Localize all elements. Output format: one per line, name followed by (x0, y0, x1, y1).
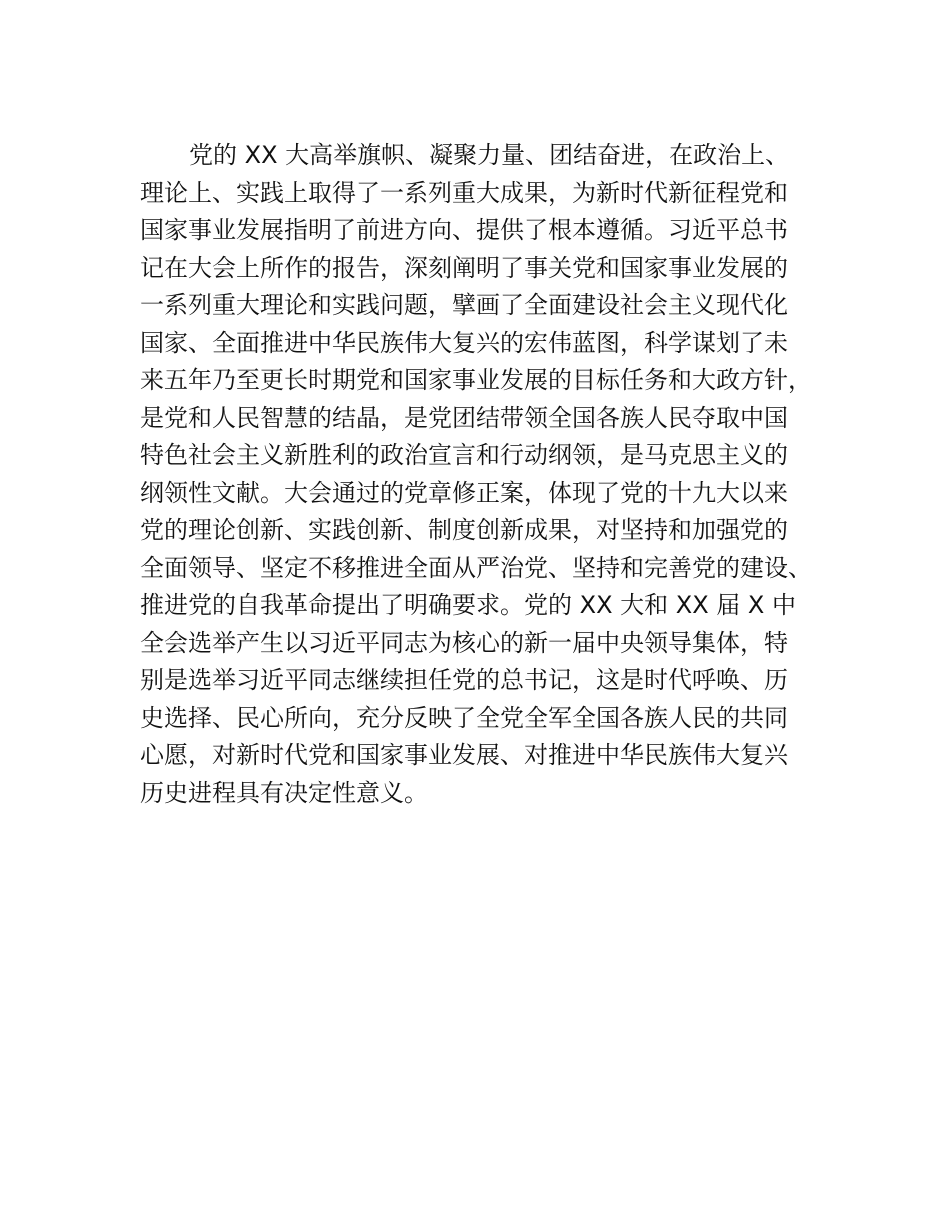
paragraph-line: 心愿，对新时代党和国家事业发展、对推进中华民族伟大复兴 (140, 741, 788, 769)
paragraph-line: 来五年乃至更长时期党和国家事业发展的目标任务和大政方针， (140, 366, 812, 394)
paragraph-line: 党的 XX 大高举旗帜、凝聚力量、团结奋进，在政治上、 (189, 141, 790, 169)
paragraph-line: 全会选举产生以习近平同志为核心的新一届中央领导集体，特 (140, 628, 788, 657)
paragraph-line: 一系列重大理论和实践问题，擘画了全面建设社会主义现代化 (140, 291, 788, 319)
paragraph-line: 历史进程具有决定性意义。 (140, 778, 428, 807)
paragraph-line: 特色社会主义新胜利的政治宣言和行动纲领，是马克思主义的 (140, 441, 788, 469)
paragraph-line: 纲领性文献。大会通过的党章修正案，体现了党的十九大以来 (140, 478, 788, 507)
paragraph-line: 理论上、实践上取得了一系列重大成果，为新时代新征程党和 (140, 178, 788, 207)
paragraph-line: 国家事业发展指明了前进方向、提供了根本遵循。习近平总书 (140, 216, 788, 244)
paragraph-line: 党的理论创新、实践创新、制度创新成果，对坚持和加强党的 (140, 516, 788, 544)
paragraph-line: 记在大会上所作的报告，深刻阐明了事关党和国家事业发展的 (140, 253, 788, 282)
paragraph-line: 国家、全面推进中华民族伟大复兴的宏伟蓝图，科学谋划了未 (140, 328, 788, 357)
body-paragraph (140, 137, 840, 812)
paragraph-line: 史选择、民心所向，充分反映了全党全军全国各族人民的共同 (140, 703, 788, 732)
paragraph-line: 推进党的自我革命提出了明确要求。党的 XX 大和 XX 届 X 中 (140, 591, 796, 619)
paragraph-line: 是党和人民智慧的结晶，是党团结带领全国各族人民夺取中国 (140, 403, 788, 432)
paragraph-line: 全面领导、坚定不移推进全面从严治党、坚持和完善党的建设、 (140, 553, 812, 582)
paragraph-line: 别是选举习近平同志继续担任党的总书记，这是时代呼唤、历 (140, 666, 788, 694)
